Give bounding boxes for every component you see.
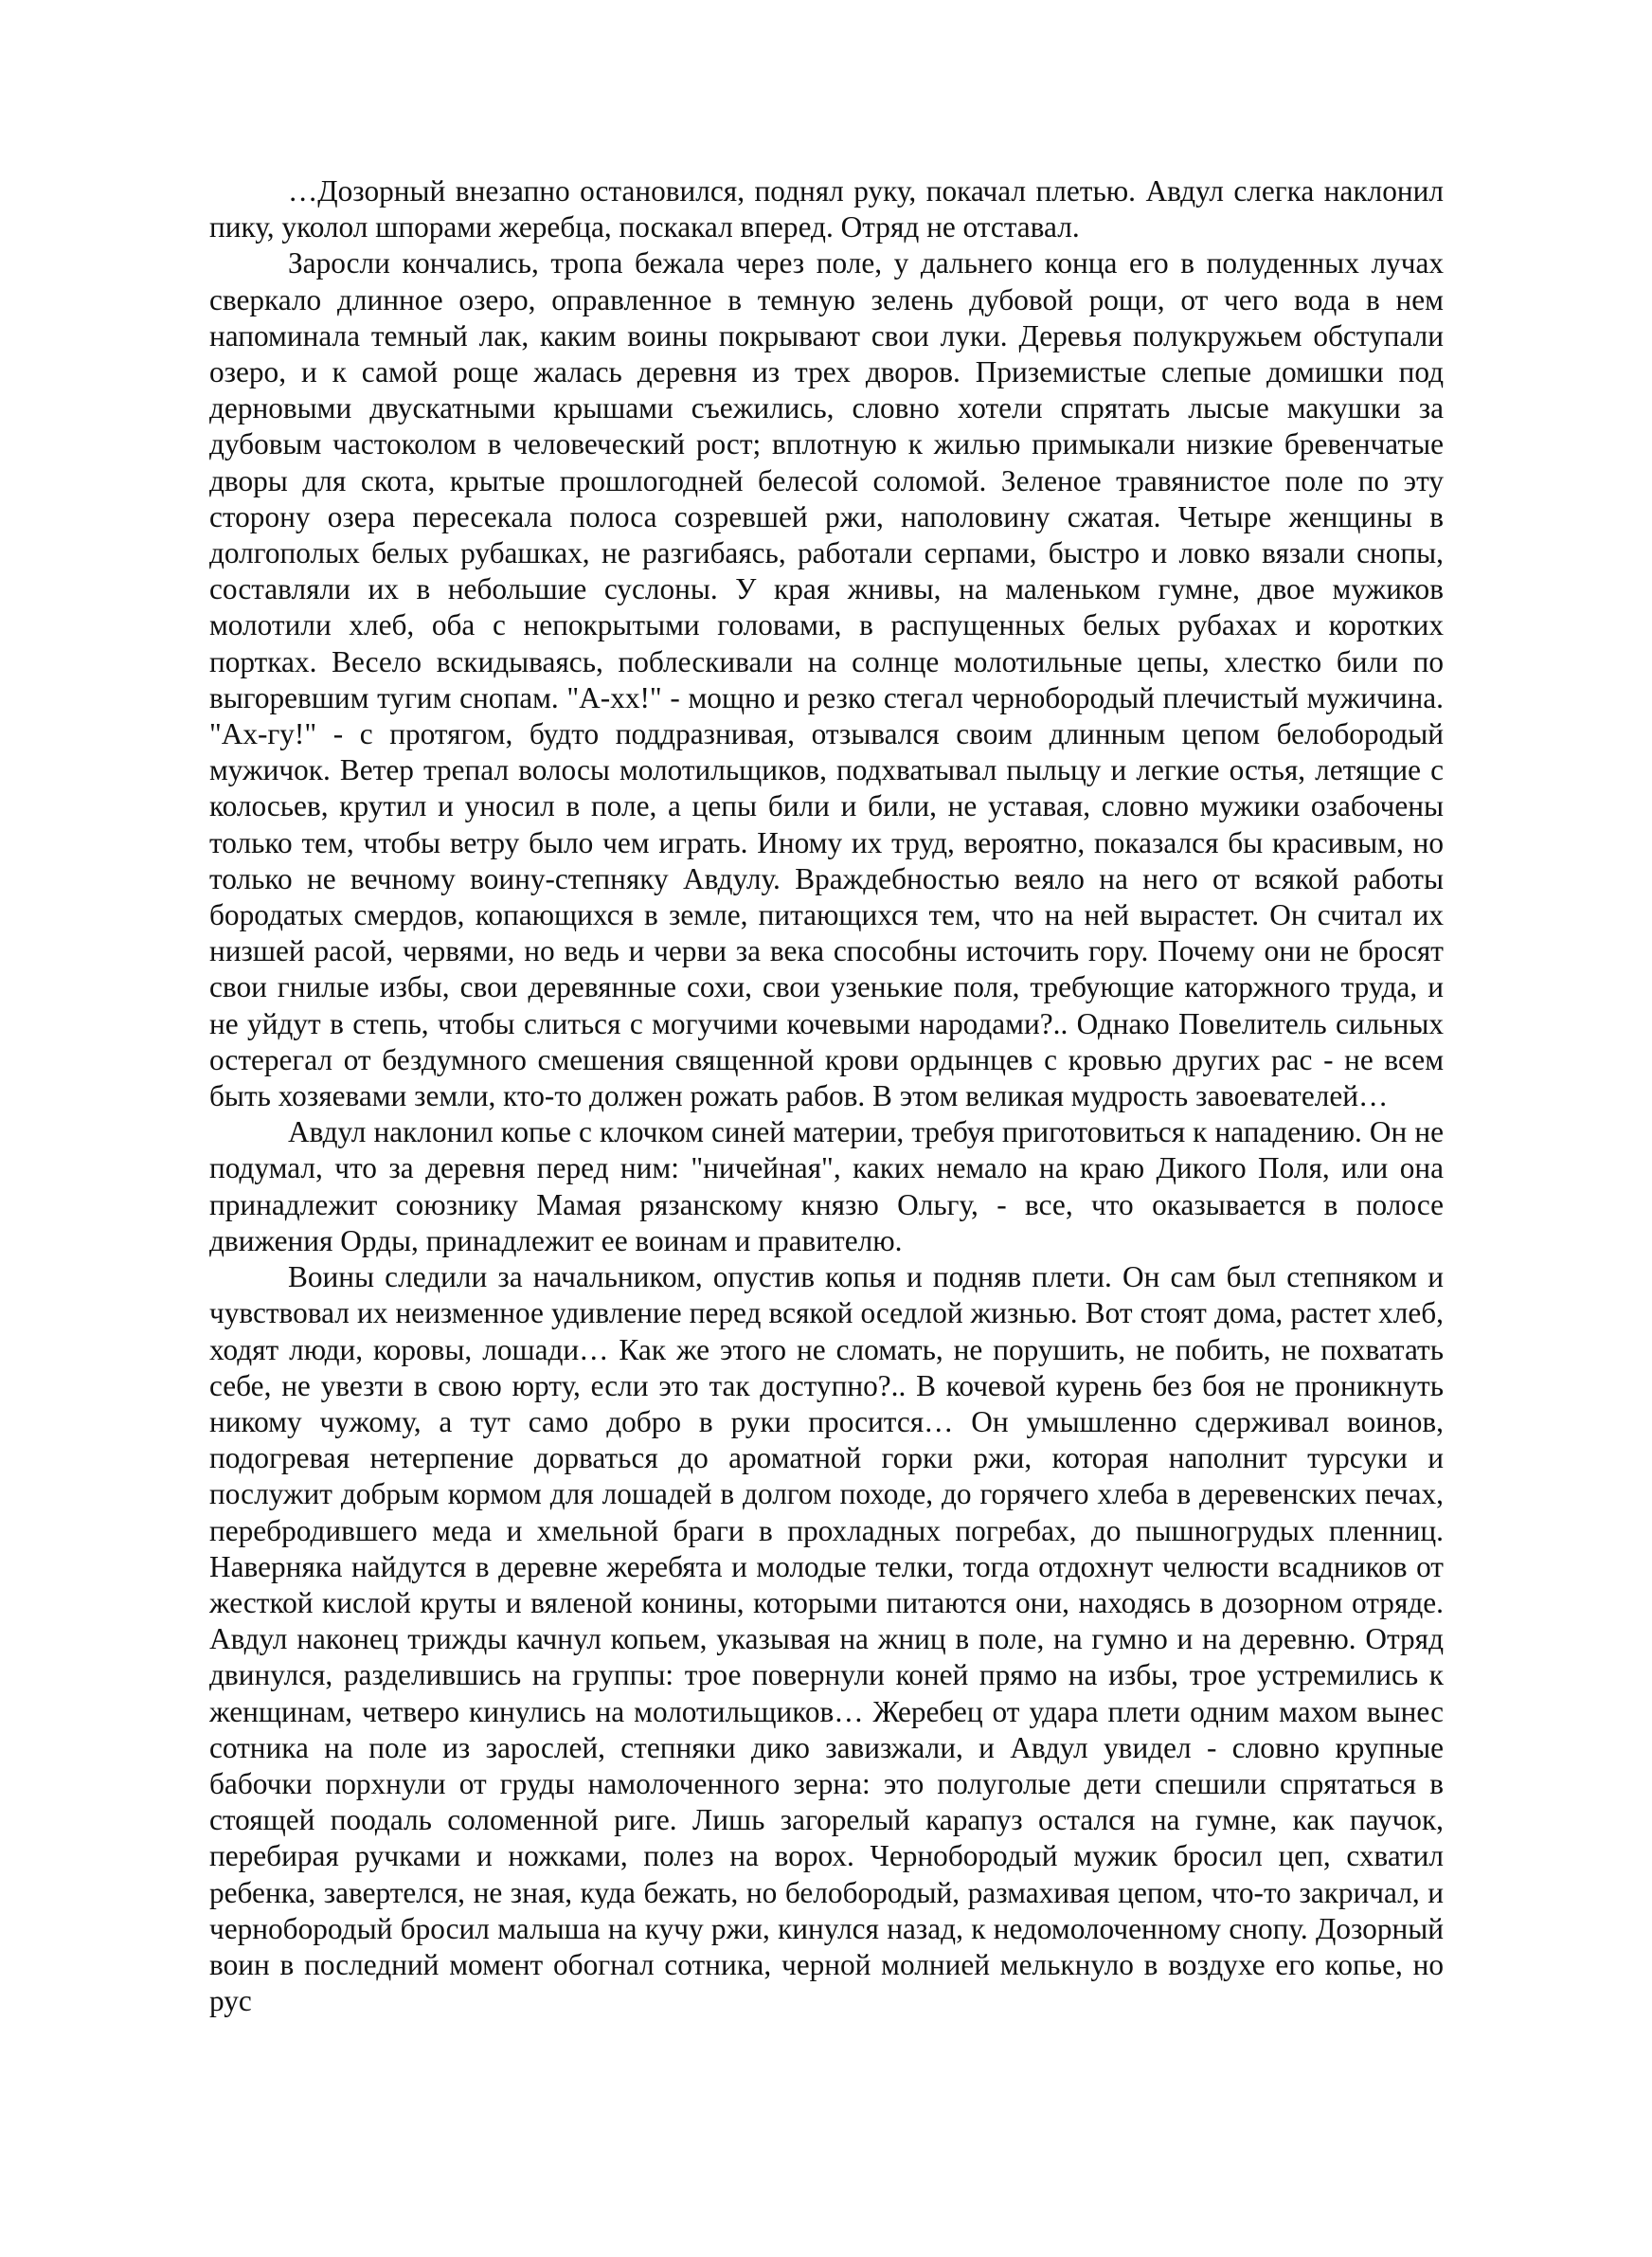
paragraph-4: Воины следили за начальником, опустив копья и подняв плети. Он сам был степняком и чувствовал их неизменное удивление перед всякой оседлой жизнью. Вот стоят дома, растет хлеб, ходят люди, коровы, лошади… Как же этого не сломать, не порушить, не побить, не похватать себе, не увезти в свою юрту, если это так доступно?.. В кочевой курень без боя не проникнуть никому чужому, а тут само добро в руки просится… Он умышленно сдерживал воинов, подогревая нетерпение дорваться до ароматной горки ржи, которая наполнит турсуки и послужит добрым кормом для лошадей в долгом походе, до горячего хлеба в деревенских печах, перебродившего меда и хмельной браги в прохладных погребах, до пышногрудых пленниц. Наверняка найдутся в деревне жеребята и молодые телки, тогда отдохнут челюсти всадников от жесткой кислой круты и вяленой конины, которыми питаются они, находясь в дозорном отряде. Авдул наконец трижды качнул копьем, указывая на жниц в поле, на гумно и на деревню. Отряд двинулся, разделившись на группы: трое повернули коней прямо на избы, трое устремились к женщинам, четверо кинулись на молотильщиков… Жеребец от удара плети одним махом вынес сотника на поле из зарослей, степняки дико завизжали, и Авдул увидел - словно крупные бабочки порхнули от груды намолоченного зерна: это полуголые дети спешили спрятаться в стоящей поодаль соломенной риге. Лишь загорелый карапуз остался на гумне, как паучок, перебирая ручками и ножками, полез на ворох. Чернобородый мужик бросил цеп, схватил ребенка, завертелся, не зная, куда бежать, но белобородый, размахивая цепом, что-то закричал, и чернобородый бросил малыша на кучу ржи, кинулся назад, к недомолоченному снопу. Дозорный воин в последний момент обогнал сотника, черной молнией мелькнуло в воздухе его копье, но рус [209,1260,1444,2018]
paragraph-3: Авдул наклонил копье с клочком синей материи, требуя приготовиться к нападению. Он не подумал, что за деревня перед ним: "ничейная", каких немало на краю Дикого Поля, или она принадлежит союзнику Мамая рязанскому князю Ольгу, - все, что оказывается в полосе движения Орды, принадлежит ее воинам и правителю. [209,1115,1444,1257]
paragraph-1: …Дозорный внезапно остановился, поднял руку, покачал плетью. Авдул слегка наклонил пику, уколол шпорами жеребца, поскакал вперед. Отряд не отставал. [209,174,1444,244]
document-page [209,173,1444,2019]
paragraph-2: Заросли кончались, тропа бежала через поле, у дальнего конца его в полуденных лучах сверкало длинное озеро, оправленное в темную зелень дубовой рощи, от чего вода в нем напоминала темный лак, каким воины покрывают свои луки. Деревья полукружьем обступали озеро, и к самой роще жалась деревня из трех дворов. Приземистые слепые домишки под дерновыми двускатными крышами съежились, словно хотели спрятать лысые макушки за дубовым частоколом в человеческий рост; вплотную к жилью примыкали низкие бревенчатые дворы для скота, крытые прошлогодней белесой соломой. Зеленое травянистое поле по эту сторону озера пересекала полоса созревшей ржи, наполовину сжатая. Четыре женщины в долгополых белых рубашках, не разгибаясь, работали серпами, быстро и ловко вязали снопы, составляли их в небольшие суслоны. У края жнивы, на маленьком гумне, двое мужиков молотили хлеб, оба с непокрытыми головами, в распущенных белых рубахах и коротких портках. Весело вскидываясь, поблескивали на солнце молотильные цепы, хлестко били по выгоревшим тугим снопам. "А-хх!" - мощно и резко стегал чернобородый плечистый мужичина. "Ах-гу!" - с протягом, будто поддразнивая, отзывался своим длинным цепом белобородый мужичок. Ветер трепал волосы молотильщиков, подхватывал пыльцу и легкие остья, летящие с колосьев, крутил и уносил в поле, а цепы били и били, не уставая, словно мужики озабочены только тем, чтобы ветру было чем играть. Иному их труд, вероятно, показался бы красивым, но только не вечному воину-степняку Авдулу. Враждебностью веяло на него от всякой работы бородатых смердов, копающихся в земле, питающихся тем, что на ней вырастет. Он считал их низшей расой, червями, но ведь и черви за века способны источить гору. Почему они не бросят свои гнилые избы, свои деревянные сохи, свои узенькие поля, требующие каторжного труда, и не уйдут в степь, чтобы слиться с могучими кочевыми народами?.. Однако Повелитель сильных остерегал от бездумного смешения священной крови ордынцев с кровью других рас - не всем быть хозяевами земли, кто-то должен рожать рабов. В этом великая мудрость завоевателей… [209,246,1444,1113]
